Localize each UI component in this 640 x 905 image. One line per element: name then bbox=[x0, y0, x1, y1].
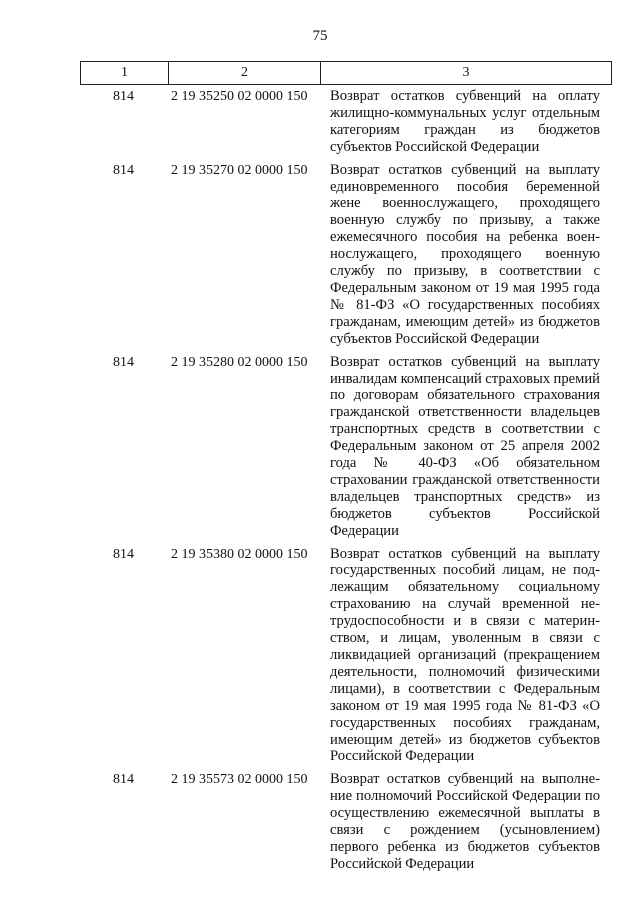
admin-code-cell: 814 bbox=[113, 354, 134, 370]
admin-code-cell: 814 bbox=[113, 772, 134, 788]
admin-code-cell: 814 bbox=[113, 546, 134, 562]
admin-code-cell: 814 bbox=[113, 162, 134, 178]
budget-code-cell: 2 19 35270 02 0000 150 bbox=[171, 162, 308, 178]
description-cell: Возврат остатков субвенций на оплату жилищно-коммунальных услуг отдельным категориям граждан из бюджетов субъектов Российской Федерации bbox=[330, 88, 600, 155]
table-body bbox=[80, 88, 608, 879]
page-number: 75 bbox=[312, 28, 328, 44]
description-cell: Возврат остатков субвенций на выплату единовременного пособия беременной жене военнослужащего, проходящего военную службу по призыву, а также ежемесячного пособия на ребенка военнослужащего, проходящего военную службу по призыву, в соответствии с Федеральным законом от 19 мая 1995 года № 81-ФЗ «О государственных пособиях гражданам, имеющим детей» из бюджетов субъектов Российской Федерации bbox=[330, 161, 600, 347]
budget-code-cell: 2 19 35250 02 0000 150 bbox=[171, 89, 308, 104]
column-header-2: 2 bbox=[169, 62, 321, 85]
budget-code-cell: 2 19 35573 02 0000 150 bbox=[171, 772, 308, 788]
table-row bbox=[80, 546, 608, 766]
column-header-3: 3 bbox=[321, 62, 612, 85]
table-row bbox=[80, 771, 608, 872]
description-cell: Возврат остатков субвенций на выполнение полномочий Российской Федерации по осуществлению ежемесячной выплаты в связи с рождением (усыновлением) первого ребенка из бюджетов субъектов Российской Федерации bbox=[330, 771, 600, 872]
description-cell: Возврат остатков субвенций на выплату государственных пособий лицам, не подлежащим обязательному социальному страхованию на случай временной нетрудоспособности и в связи с материнством, и лицам, уволенным в связи с ликвидацией организаций (прекращением деятельности, полномочий физическими лицами), в соответствии с Федеральным законом от 19 мая 1995 года № 81-ФЗ «О государственных пособиях гражданам, имеющим детей» из бюджетов субъектов Российской Федерации bbox=[330, 545, 600, 765]
budget-code-cell: 2 19 35280 02 0000 150 bbox=[171, 354, 308, 370]
description-cell: Возврат остатков субвенций на выплату инвалидам компенсаций страховых премий по договорам обязательного страхования гражданской ответственности владельцев транспортных средств в соответствии с Федеральным законом от 25 апреля 2002 года № 40-ФЗ «Об обязательном страховании гражданской ответственности владельцев транспортных средств» из бюджетов субъектов Российской Федерации bbox=[330, 353, 600, 539]
column-header-1: 1 bbox=[81, 62, 169, 85]
admin-code-cell: 814 bbox=[113, 89, 134, 104]
table-row bbox=[80, 88, 608, 156]
budget-code-cell: 2 19 35380 02 0000 150 bbox=[171, 546, 308, 562]
table-header bbox=[80, 61, 612, 85]
table-row bbox=[80, 354, 608, 540]
table-row bbox=[80, 162, 608, 348]
